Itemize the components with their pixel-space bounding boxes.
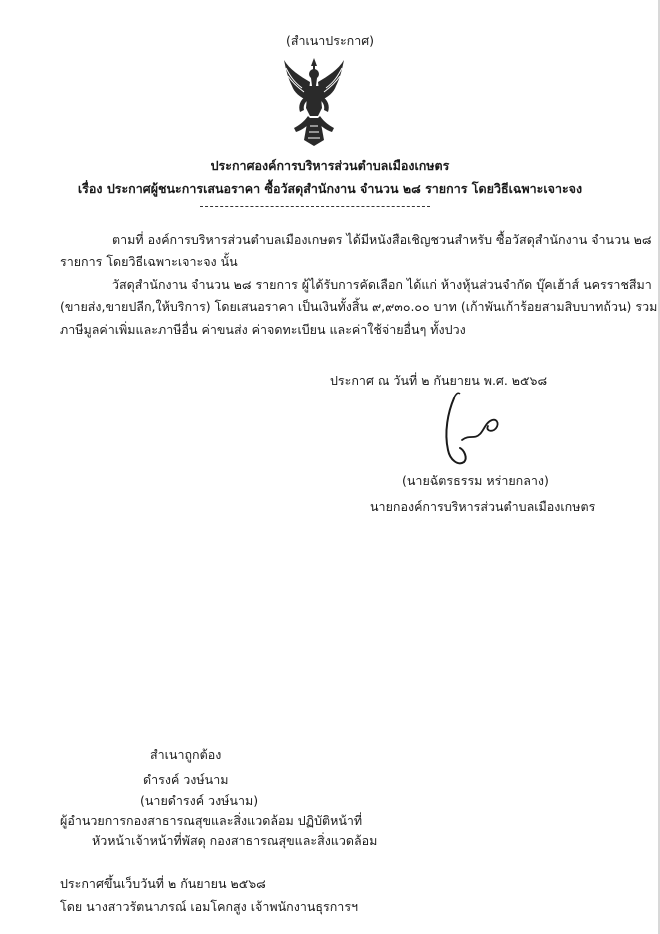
signer-name: (นายฉัตรธรรม หร่ายกลาง): [402, 473, 549, 488]
paragraph-1-line-1: ตามที่ องค์การบริหารส่วนตำบลเมืองเกษตร ได้มีหนังสือเชิญชวนสำหรับ ซื้อวัสดุสำนักงาน จำนวน ๒๘: [112, 232, 652, 247]
certified-copy-label: สำเนาถูกต้อง: [150, 747, 222, 762]
handwritten-signature: [440, 388, 510, 474]
certifier-name: (นายดำรงค์ วงษ์นาม): [140, 793, 259, 808]
announcement-date: ประกาศ ณ วันที่ ๒ กันยายน พ.ศ. ๒๕๖๘: [330, 373, 548, 388]
paragraph-2-line-3: ภาษีมูลค่าเพิ่มและภาษีอื่น ค่าขนส่ง ค่าจดทะเบียน และค่าใช้จ่ายอื่นๆ ทั้งปวง: [60, 322, 466, 337]
copy-mark: (สำเนาประกาศ): [285, 33, 375, 48]
certifier-position-line-1: ผู้อำนวยการกองสาธารณสุขและสิ่งแวดล้อม ปฏิบัติหน้าที่: [60, 813, 363, 828]
announcement-subject: เรื่อง ประกาศผู้ชนะการเสนอราคา ซื้อวัสดุสำนักงาน จำนวน ๒๘ รายการ โดยวิธีเฉพาะเจาะจง: [77, 181, 583, 196]
title-divider: [200, 206, 430, 207]
paragraph-1-line-2: รายการ โดยวิธีเฉพาะเจาะจง นั้น: [60, 254, 238, 269]
web-posted-date: ประกาศขึ้นเว็บวันที่ ๒ กันยายน ๒๕๖๘: [60, 876, 266, 891]
certifier-signed-name: ดำรงค์ วงษ์นาม: [143, 772, 229, 787]
posted-by: โดย นางสาวรัตนาภรณ์ เอมโคกสูง เจ้าพนักงานธุรการฯ: [60, 899, 359, 914]
organization-title: ประกาศองค์การบริหารส่วนตำบลเมืองเกษตร: [210, 158, 450, 173]
paragraph-2-line-1: วัสดุสำนักงาน จำนวน ๒๘ รายการ ผู้ได้รับการคัดเลือก ได้แก่ ห้างหุ้นส่วนจำกัด บุ๊คเฮ้าส์ นครราชสีมา: [112, 277, 652, 292]
signer-position: นายกองค์การบริหารส่วนตำบลเมืองเกษตร: [370, 499, 596, 514]
certifier-position-line-2: หัวหน้าเจ้าหน้าที่พัสดุ กองสาธารณสุขและสิ่งแวดล้อม: [92, 833, 378, 848]
paragraph-2-line-2: (ขายส่ง,ขายปลีก,ให้บริการ) โดยเสนอราคา เป็นเงินทั้งสิ้น ๙,๙๓๐.๐๐ บาท (เก้าพันเก้าร้อยสามสิบบาทถ้วน) รวม: [60, 299, 658, 314]
garuda-emblem-icon: [282, 56, 346, 148]
